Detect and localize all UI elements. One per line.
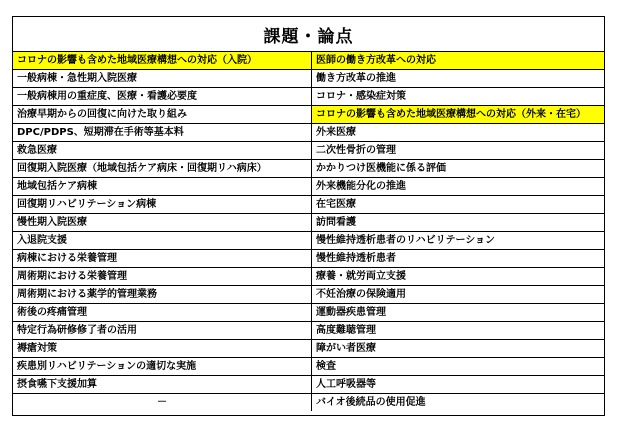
- right-topic-cell: 検査: [311, 358, 604, 376]
- table-row: [13, 232, 604, 250]
- left-topic-cell: 地域包括ケア病棟: [13, 178, 311, 196]
- left-topic-cell: 周術期における薬学的管理業務: [13, 286, 311, 304]
- left-topic-cell: 一般病棟・急性期入院医療: [13, 70, 311, 88]
- page-title: 課題・論点: [13, 17, 604, 52]
- table-row: [13, 340, 604, 358]
- right-topic-cell: 訪問看護: [311, 214, 604, 232]
- right-topic-cell: 働き方改革の推進: [311, 70, 604, 88]
- right-topic-cell: 二次性骨折の管理: [311, 142, 604, 160]
- left-topic-cell: 病棟における栄養管理: [13, 250, 311, 268]
- right-topic-cell: 外来医療: [311, 124, 604, 142]
- table-row: [13, 250, 604, 268]
- left-topic-cell: 治療早期からの回復に向けた取り組み: [13, 106, 311, 124]
- left-topic-cell: 疾患別リハビリテーションの適切な実施: [13, 358, 311, 376]
- table-row: [13, 358, 604, 376]
- left-topic-cell: 褥瘡対策: [13, 340, 311, 358]
- right-topic-cell: 不妊治療の保険適用: [311, 286, 604, 304]
- right-topic-cell: 慢性維持透析患者のリハビリテーション: [311, 232, 604, 250]
- left-topic-cell: DPC/PDPS、短期滞在手術等基本料: [13, 124, 311, 142]
- right-topic-cell: 医師の働き方改革への対応: [311, 52, 604, 70]
- left-topic-cell: 回復期リハビリテーション病棟: [13, 196, 311, 214]
- right-topic-cell: 高度難聴管理: [311, 322, 604, 340]
- table-row: [13, 376, 604, 394]
- right-topic-cell: 人工呼吸器等: [311, 376, 604, 394]
- left-topic-cell: 救急医療: [13, 142, 311, 160]
- left-topic-cell: 摂食嚥下支援加算: [13, 376, 311, 394]
- table-row: [13, 70, 604, 88]
- left-topic-cell: 術後の疼痛管理: [13, 304, 311, 322]
- left-topic-cell: 慢性期入院医療: [13, 214, 311, 232]
- table-row: [13, 214, 604, 232]
- table-row: [13, 106, 604, 124]
- right-topic-cell: バイオ後続品の使用促進: [311, 394, 604, 412]
- table-row: [13, 52, 604, 70]
- right-topic-cell: コロナの影響も含めた地域医療構想への対応（外来・在宅）: [311, 106, 604, 124]
- right-topic-cell: 療養・就労両立支援: [311, 268, 604, 286]
- table-row: [13, 196, 604, 214]
- right-topic-cell: 運動器疾患管理: [311, 304, 604, 322]
- left-topic-cell: －: [13, 394, 311, 412]
- right-topic-cell: かかりつけ医機能に係る評価: [311, 160, 604, 178]
- right-topic-cell: コロナ・感染症対策: [311, 88, 604, 106]
- table-row: [13, 394, 604, 412]
- table-row: [13, 322, 604, 340]
- right-topic-cell: 障がい者医療: [311, 340, 604, 358]
- left-topic-cell: 一般病棟用の重症度、医療・看護必要度: [13, 88, 311, 106]
- topics-table-frame: [12, 16, 605, 416]
- right-topic-cell: 在宅医療: [311, 196, 604, 214]
- table-row: [13, 160, 604, 178]
- right-topic-cell: 外来機能分化の推進: [311, 178, 604, 196]
- table-row: [13, 142, 604, 160]
- left-topic-cell: 入退院支援: [13, 232, 311, 250]
- right-topic-cell: 慢性維持透析患者: [311, 250, 604, 268]
- table-row: [13, 124, 604, 142]
- left-topic-cell: 特定行為研修修了者の活用: [13, 322, 311, 340]
- table-row: [13, 268, 604, 286]
- left-topic-cell: 周術期における栄養管理: [13, 268, 311, 286]
- table-row: [13, 178, 604, 196]
- left-topic-cell: コロナの影響も含めた地域医療構想への対応（入院）: [13, 52, 311, 70]
- table-row: [13, 304, 604, 322]
- left-topic-cell: 回復期入院医療（地域包括ケア病床・回復期リハ病床）: [13, 160, 311, 178]
- table-row: [13, 286, 604, 304]
- table-row: [13, 88, 604, 106]
- topics-table: [13, 52, 604, 411]
